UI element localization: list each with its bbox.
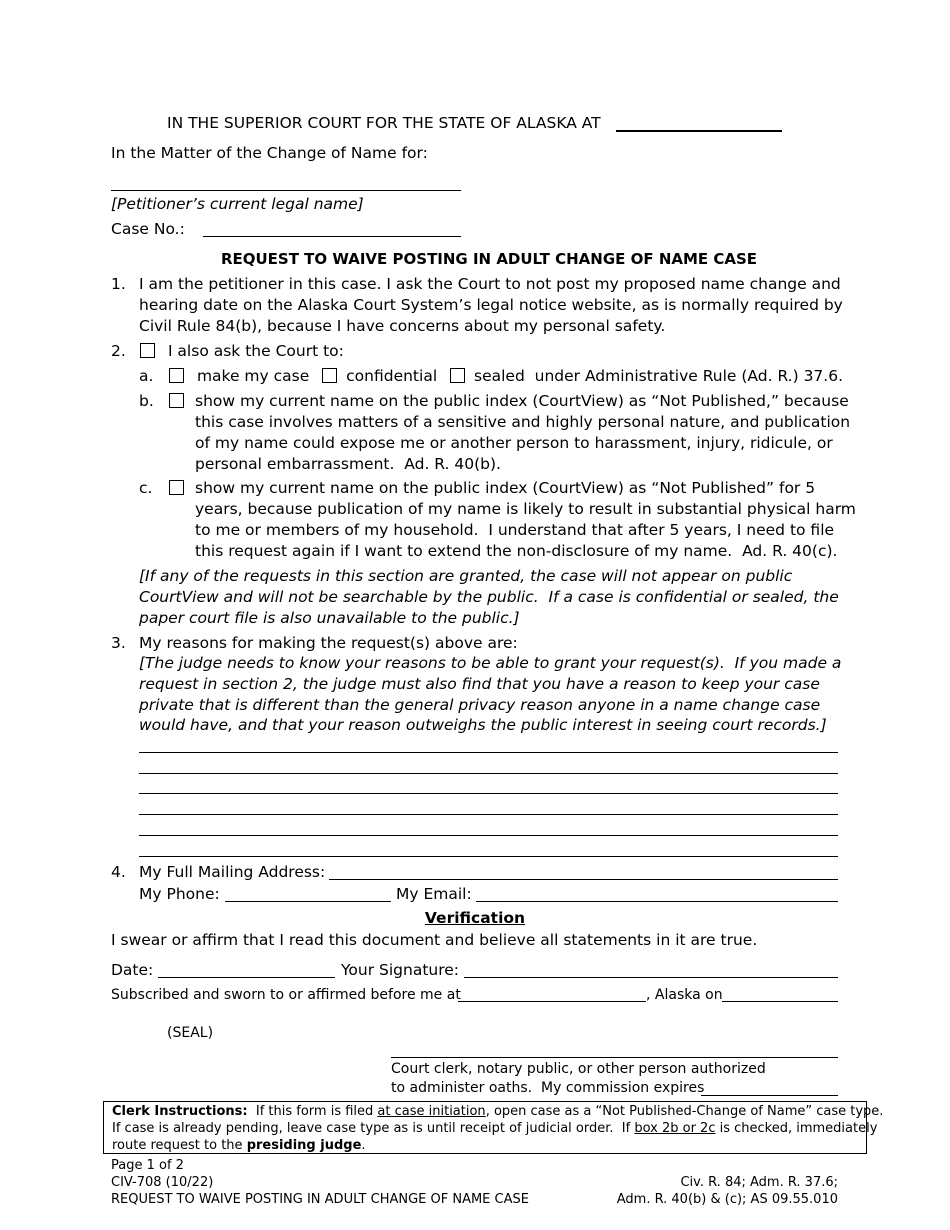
signature-label: Your Signature:	[341, 961, 460, 979]
item-2b-line: this case involves matters of a sensitive and highly personal nature, and publication	[195, 413, 851, 431]
rules-line: Adm. R. 40(b) & (c); AS 09.55.010	[616, 1192, 838, 1207]
petitioner-name-field[interactable]	[111, 190, 461, 191]
verification-statement: I swear or affirm that I read this document and believe all statements in it are true.	[111, 931, 758, 949]
item-3-note-line: would have, and that your reason outweighs the public interest in seeing court records.]	[139, 716, 827, 734]
item-1-line: Civil Rule 84(b), because I have concerns about my personal safety.	[139, 317, 666, 335]
item-2c-line: to me or members of my household. I understand that after 5 years, I need to file	[195, 521, 835, 539]
clerk-instructions-box	[103, 1101, 884, 1154]
phone-field[interactable]	[225, 901, 391, 902]
item-1-number: 1.	[111, 275, 126, 293]
alaska-on-label: , Alaska on	[646, 987, 723, 1003]
clerk-signature-field[interactable]	[391, 1057, 838, 1058]
item-2-note-line: CourtView and will not be searchable by the public. If a case is confidential or sealed, the	[139, 588, 839, 606]
court-heading: IN THE SUPERIOR COURT FOR THE STATE OF ALASKA AT	[167, 114, 601, 132]
item-2c-line: years, because publication of my name is likely to result in substantial physical harm	[195, 500, 856, 518]
rules-line: Civ. R. 84; Adm. R. 37.6;	[680, 1175, 838, 1190]
footer-form-title: REQUEST TO WAIVE POSTING IN ADULT CHANGE OF NAME CASE	[111, 1192, 529, 1207]
clerk-text: If case is already pending, leave case type as is until receipt of judicial order. If	[112, 1121, 635, 1136]
email-field[interactable]	[476, 901, 838, 902]
sealed-label: sealed under Administrative Rule (Ad. R.) 37.6.	[474, 367, 844, 385]
subscribed-label: Subscribed and sworn to or affirmed before me at	[111, 987, 461, 1003]
item-2-number: 2.	[111, 342, 126, 360]
item-2b-checkbox[interactable]	[169, 393, 184, 408]
verification-heading: Verification	[424, 909, 526, 927]
clerk-text: If this form is filed	[247, 1104, 378, 1119]
item-2-note-line: paper court file is also unavailable to the public.]	[139, 609, 520, 627]
item-2c-checkbox[interactable]	[169, 480, 184, 495]
item-2a-letter: a.	[139, 367, 154, 385]
clerk-text: box 2b or 2c	[634, 1121, 716, 1136]
item-3-note-line: private that is different than the general privacy reason anyone in a name change case	[139, 696, 821, 714]
item-2a-row	[169, 366, 843, 386]
item-2-row	[140, 341, 344, 361]
email-label: My Email:	[396, 885, 472, 903]
signature-field[interactable]	[464, 977, 838, 978]
phone-label: My Phone:	[139, 885, 220, 903]
item-1-line: I am the petitioner in this case. I ask the Court to not post my proposed name change and	[139, 275, 841, 293]
mailing-address-label: My Full Mailing Address:	[139, 863, 326, 881]
confidential-checkbox[interactable]	[322, 368, 337, 383]
date-label: Date:	[111, 961, 154, 979]
make-case-checkbox[interactable]	[169, 368, 184, 383]
court-location-field[interactable]	[616, 130, 782, 132]
form-title: REQUEST TO WAIVE POSTING IN ADULT CHANGE OF NAME CASE	[220, 250, 758, 268]
item-3-label: My reasons for making the request(s) above are:	[139, 634, 518, 652]
mailing-address-field[interactable]	[329, 879, 838, 880]
item-1-line: hearing date on the Alaska Court System’s legal notice website, as is normally required by	[139, 296, 843, 314]
reasons-line[interactable]	[139, 752, 838, 753]
page-number: Page 1 of 2	[111, 1158, 184, 1173]
sworn-date-field[interactable]	[722, 1001, 838, 1002]
reasons-line[interactable]	[139, 835, 838, 836]
item-2c-line: this request again if I want to extend the non-disclosure of my name. Ad. R. 40(c).	[195, 542, 838, 560]
case-no-label: Case No.:	[111, 220, 185, 238]
reasons-line[interactable]	[139, 793, 838, 794]
item-2-note-line: [If any of the requests in this section are granted, the case will not appear on public	[139, 567, 793, 585]
confidential-label: confidential	[346, 367, 438, 385]
clerk-text: at case initiation	[377, 1104, 486, 1119]
sworn-location-field[interactable]	[458, 1001, 646, 1002]
clerk-instructions-line	[112, 1137, 366, 1154]
item-2c-letter: c.	[139, 479, 153, 497]
commission-label: to administer oaths. My commission expires	[391, 1080, 705, 1096]
reasons-line[interactable]	[139, 814, 838, 815]
reasons-line[interactable]	[139, 856, 838, 857]
clerk-instructions-label: Clerk Instructions:	[112, 1104, 248, 1119]
clerk-instructions-line	[112, 1120, 877, 1137]
item-3-note-line: request in section 2, the judge must also find that you have a reason to keep your case	[139, 675, 820, 693]
item-2b-line: show my current name on the public index (CourtView) as “Not Published,” because	[195, 392, 849, 410]
item-3-note-line: [The judge needs to know your reasons to be able to grant your request(s). If you made a	[139, 654, 842, 672]
form-id: CIV-708 (10/22)	[111, 1175, 214, 1190]
case-no-field[interactable]	[203, 236, 461, 237]
clerk-text: .	[361, 1138, 366, 1153]
commission-expires-field[interactable]	[701, 1095, 838, 1096]
item-2b-letter: b.	[139, 392, 154, 410]
seal-label: (SEAL)	[167, 1025, 214, 1041]
item-2-label: I also ask the Court to:	[167, 342, 344, 360]
item-3-number: 3.	[111, 634, 126, 652]
item-2c-line: show my current name on the public index (CourtView) as “Not Published” for 5	[195, 479, 816, 497]
item-2-checkbox[interactable]	[140, 343, 155, 358]
clerk-text: route request to the	[112, 1138, 247, 1153]
item-2b-line: personal embarrassment. Ad. R. 40(b).	[195, 455, 501, 473]
matter-line: In the Matter of the Change of Name for:	[111, 144, 428, 162]
clerk-text: is checked, immediately	[715, 1121, 878, 1136]
petitioner-name-label: [Petitioner’s current legal name]	[111, 195, 364, 213]
item-2b-line: of my name could expose me or another person to harassment, injury, ridicule, or	[195, 434, 833, 452]
make-case-label: make my case	[196, 367, 310, 385]
clerk-authorized-line: Court clerk, notary public, or other person authorized	[391, 1061, 766, 1077]
clerk-text: , open case as a “Not Published-Change of Name” case type.	[485, 1104, 884, 1119]
date-field[interactable]	[158, 977, 335, 978]
item-4-number: 4.	[111, 863, 126, 881]
reasons-line[interactable]	[139, 773, 838, 774]
clerk-text: presiding judge	[246, 1138, 362, 1153]
sealed-checkbox[interactable]	[450, 368, 465, 383]
clerk-instructions-line	[112, 1103, 883, 1120]
